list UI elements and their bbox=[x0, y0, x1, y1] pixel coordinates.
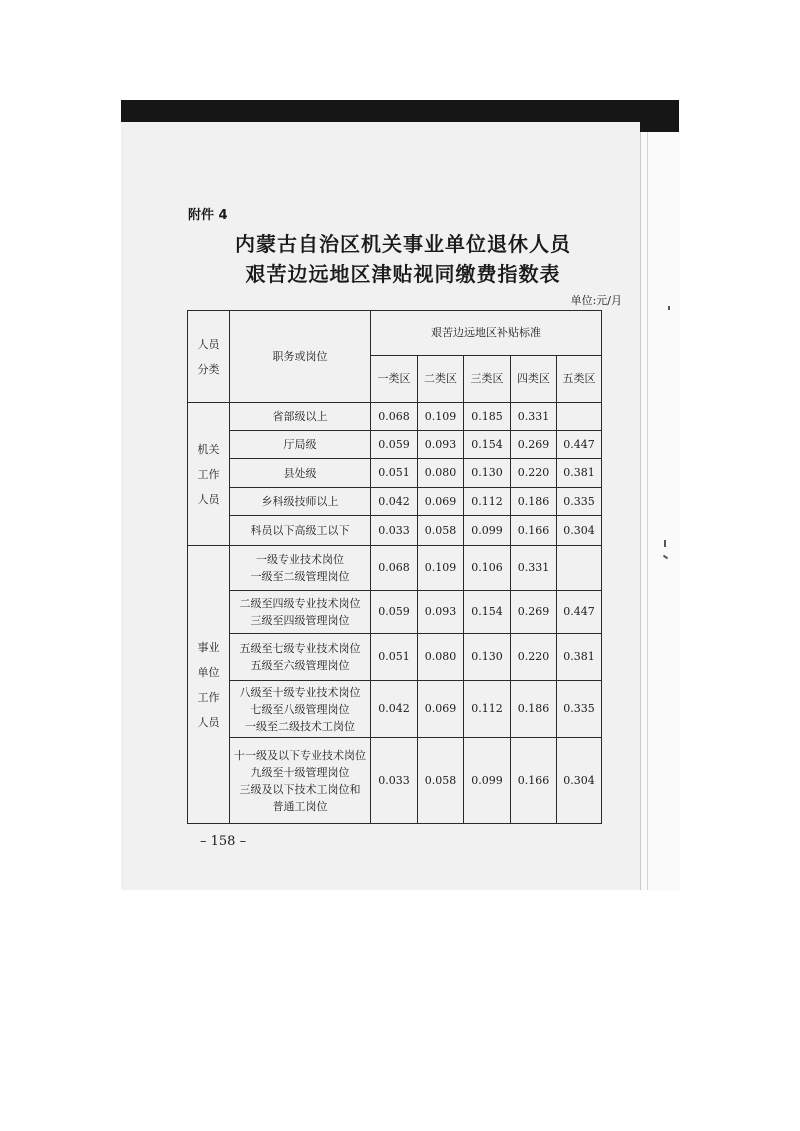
index-value-cell: 0.059 bbox=[371, 431, 418, 459]
position-cell: 二级至四级专业技术岗位 三级至四级管理岗位 bbox=[230, 591, 371, 634]
page-number: – 158 – bbox=[200, 834, 247, 849]
index-value-cell: 0.185 bbox=[464, 403, 511, 431]
table-row bbox=[188, 488, 602, 516]
index-value-cell: 0.068 bbox=[371, 546, 418, 591]
zone-header: 一类区 bbox=[371, 356, 418, 403]
index-value-cell: 0.109 bbox=[418, 403, 464, 431]
index-value-cell: 0.112 bbox=[464, 488, 511, 516]
index-value-cell bbox=[557, 546, 602, 591]
index-value-cell: 0.080 bbox=[418, 459, 464, 488]
zone-header: 四类区 bbox=[511, 356, 557, 403]
index-value-cell: 0.130 bbox=[464, 459, 511, 488]
zone-header: 二类区 bbox=[418, 356, 464, 403]
index-value-cell: 0.058 bbox=[418, 738, 464, 824]
index-value-cell: 0.069 bbox=[418, 488, 464, 516]
table-row bbox=[188, 459, 602, 488]
index-value-cell: 0.269 bbox=[511, 431, 557, 459]
header-category: 人员 分类 bbox=[188, 311, 230, 403]
document-title: 内蒙古自治区机关事业单位退休人员 bbox=[235, 232, 571, 256]
scan-speck bbox=[664, 540, 666, 547]
attachment-label: 附件 4 bbox=[188, 208, 228, 223]
index-value-cell: 0.331 bbox=[511, 546, 557, 591]
scan-speck bbox=[668, 306, 670, 310]
index-value-cell: 0.304 bbox=[557, 738, 602, 824]
position-cell: 八级至十级专业技术岗位 七级至八级管理岗位 一级至二级技术工岗位 bbox=[230, 681, 371, 738]
position-cell: 十一级及以下专业技术岗位 九级至十级管理岗位 三级及以下技术工岗位和 普通工岗位 bbox=[230, 738, 371, 824]
index-value-cell: 0.051 bbox=[371, 459, 418, 488]
zone-header: 五类区 bbox=[557, 356, 602, 403]
position-cell: 厅局级 bbox=[230, 431, 371, 459]
index-value-cell: 0.058 bbox=[418, 516, 464, 546]
index-value-cell: 0.154 bbox=[464, 591, 511, 634]
index-value-cell: 0.166 bbox=[511, 738, 557, 824]
position-cell: 一级专业技术岗位 一级至二级管理岗位 bbox=[230, 546, 371, 591]
index-value-cell: 0.099 bbox=[464, 516, 511, 546]
position-cell: 五级至七级专业技术岗位 五级至六级管理岗位 bbox=[230, 634, 371, 681]
allowance-index-table bbox=[187, 310, 602, 824]
index-value-cell: 0.447 bbox=[557, 431, 602, 459]
index-value-cell: 0.335 bbox=[557, 488, 602, 516]
unit-label: 单位:元/月 bbox=[570, 294, 622, 307]
index-value-cell: 0.068 bbox=[371, 403, 418, 431]
header-zone-group: 艰苦边远地区补贴标准 bbox=[371, 311, 602, 356]
index-value-cell: 0.186 bbox=[511, 681, 557, 738]
document-subtitle: 艰苦边远地区津贴视同缴费指数表 bbox=[245, 262, 561, 286]
category-cell: 机关 工作 人员 bbox=[188, 403, 230, 546]
zone-header: 三类区 bbox=[464, 356, 511, 403]
index-value-cell: 0.447 bbox=[557, 591, 602, 634]
index-value-cell: 0.220 bbox=[511, 634, 557, 681]
position-cell: 乡科级技师以上 bbox=[230, 488, 371, 516]
index-value-cell: 0.304 bbox=[557, 516, 602, 546]
table-row bbox=[188, 431, 602, 459]
index-value-cell: 0.042 bbox=[371, 681, 418, 738]
table-row bbox=[188, 591, 602, 634]
index-value-cell: 0.033 bbox=[371, 516, 418, 546]
index-value-cell: 0.220 bbox=[511, 459, 557, 488]
index-value-cell: 0.059 bbox=[371, 591, 418, 634]
index-value-cell: 0.331 bbox=[511, 403, 557, 431]
table-row bbox=[188, 516, 602, 546]
index-value-cell: 0.335 bbox=[557, 681, 602, 738]
page-edge bbox=[640, 132, 680, 890]
header-position: 职务或岗位 bbox=[230, 311, 371, 403]
position-cell: 科员以下高级工以下 bbox=[230, 516, 371, 546]
index-value-cell: 0.051 bbox=[371, 634, 418, 681]
table-row bbox=[188, 738, 602, 824]
table-row bbox=[188, 546, 602, 591]
index-value-cell: 0.093 bbox=[418, 591, 464, 634]
index-value-cell: 0.109 bbox=[418, 546, 464, 591]
index-value-cell: 0.080 bbox=[418, 634, 464, 681]
table-row bbox=[188, 634, 602, 681]
index-value-cell: 0.033 bbox=[371, 738, 418, 824]
index-value-cell: 0.112 bbox=[464, 681, 511, 738]
index-value-cell: 0.186 bbox=[511, 488, 557, 516]
table-row bbox=[188, 681, 602, 738]
index-value-cell: 0.099 bbox=[464, 738, 511, 824]
index-value-cell: 0.093 bbox=[418, 431, 464, 459]
index-value-cell: 0.154 bbox=[464, 431, 511, 459]
index-value-cell: 0.166 bbox=[511, 516, 557, 546]
index-value-cell: 0.381 bbox=[557, 459, 602, 488]
index-value-cell: 0.106 bbox=[464, 546, 511, 591]
index-value-cell: 0.069 bbox=[418, 681, 464, 738]
index-value-cell: 0.130 bbox=[464, 634, 511, 681]
category-cell: 事业 单位 工作 人员 bbox=[188, 546, 230, 824]
table-row bbox=[188, 403, 602, 431]
table-header-row bbox=[188, 311, 602, 356]
index-value-cell: 0.042 bbox=[371, 488, 418, 516]
position-cell: 县处级 bbox=[230, 459, 371, 488]
index-value-cell bbox=[557, 403, 602, 431]
position-cell: 省部级以上 bbox=[230, 403, 371, 431]
index-value-cell: 0.269 bbox=[511, 591, 557, 634]
index-value-cell: 0.381 bbox=[557, 634, 602, 681]
